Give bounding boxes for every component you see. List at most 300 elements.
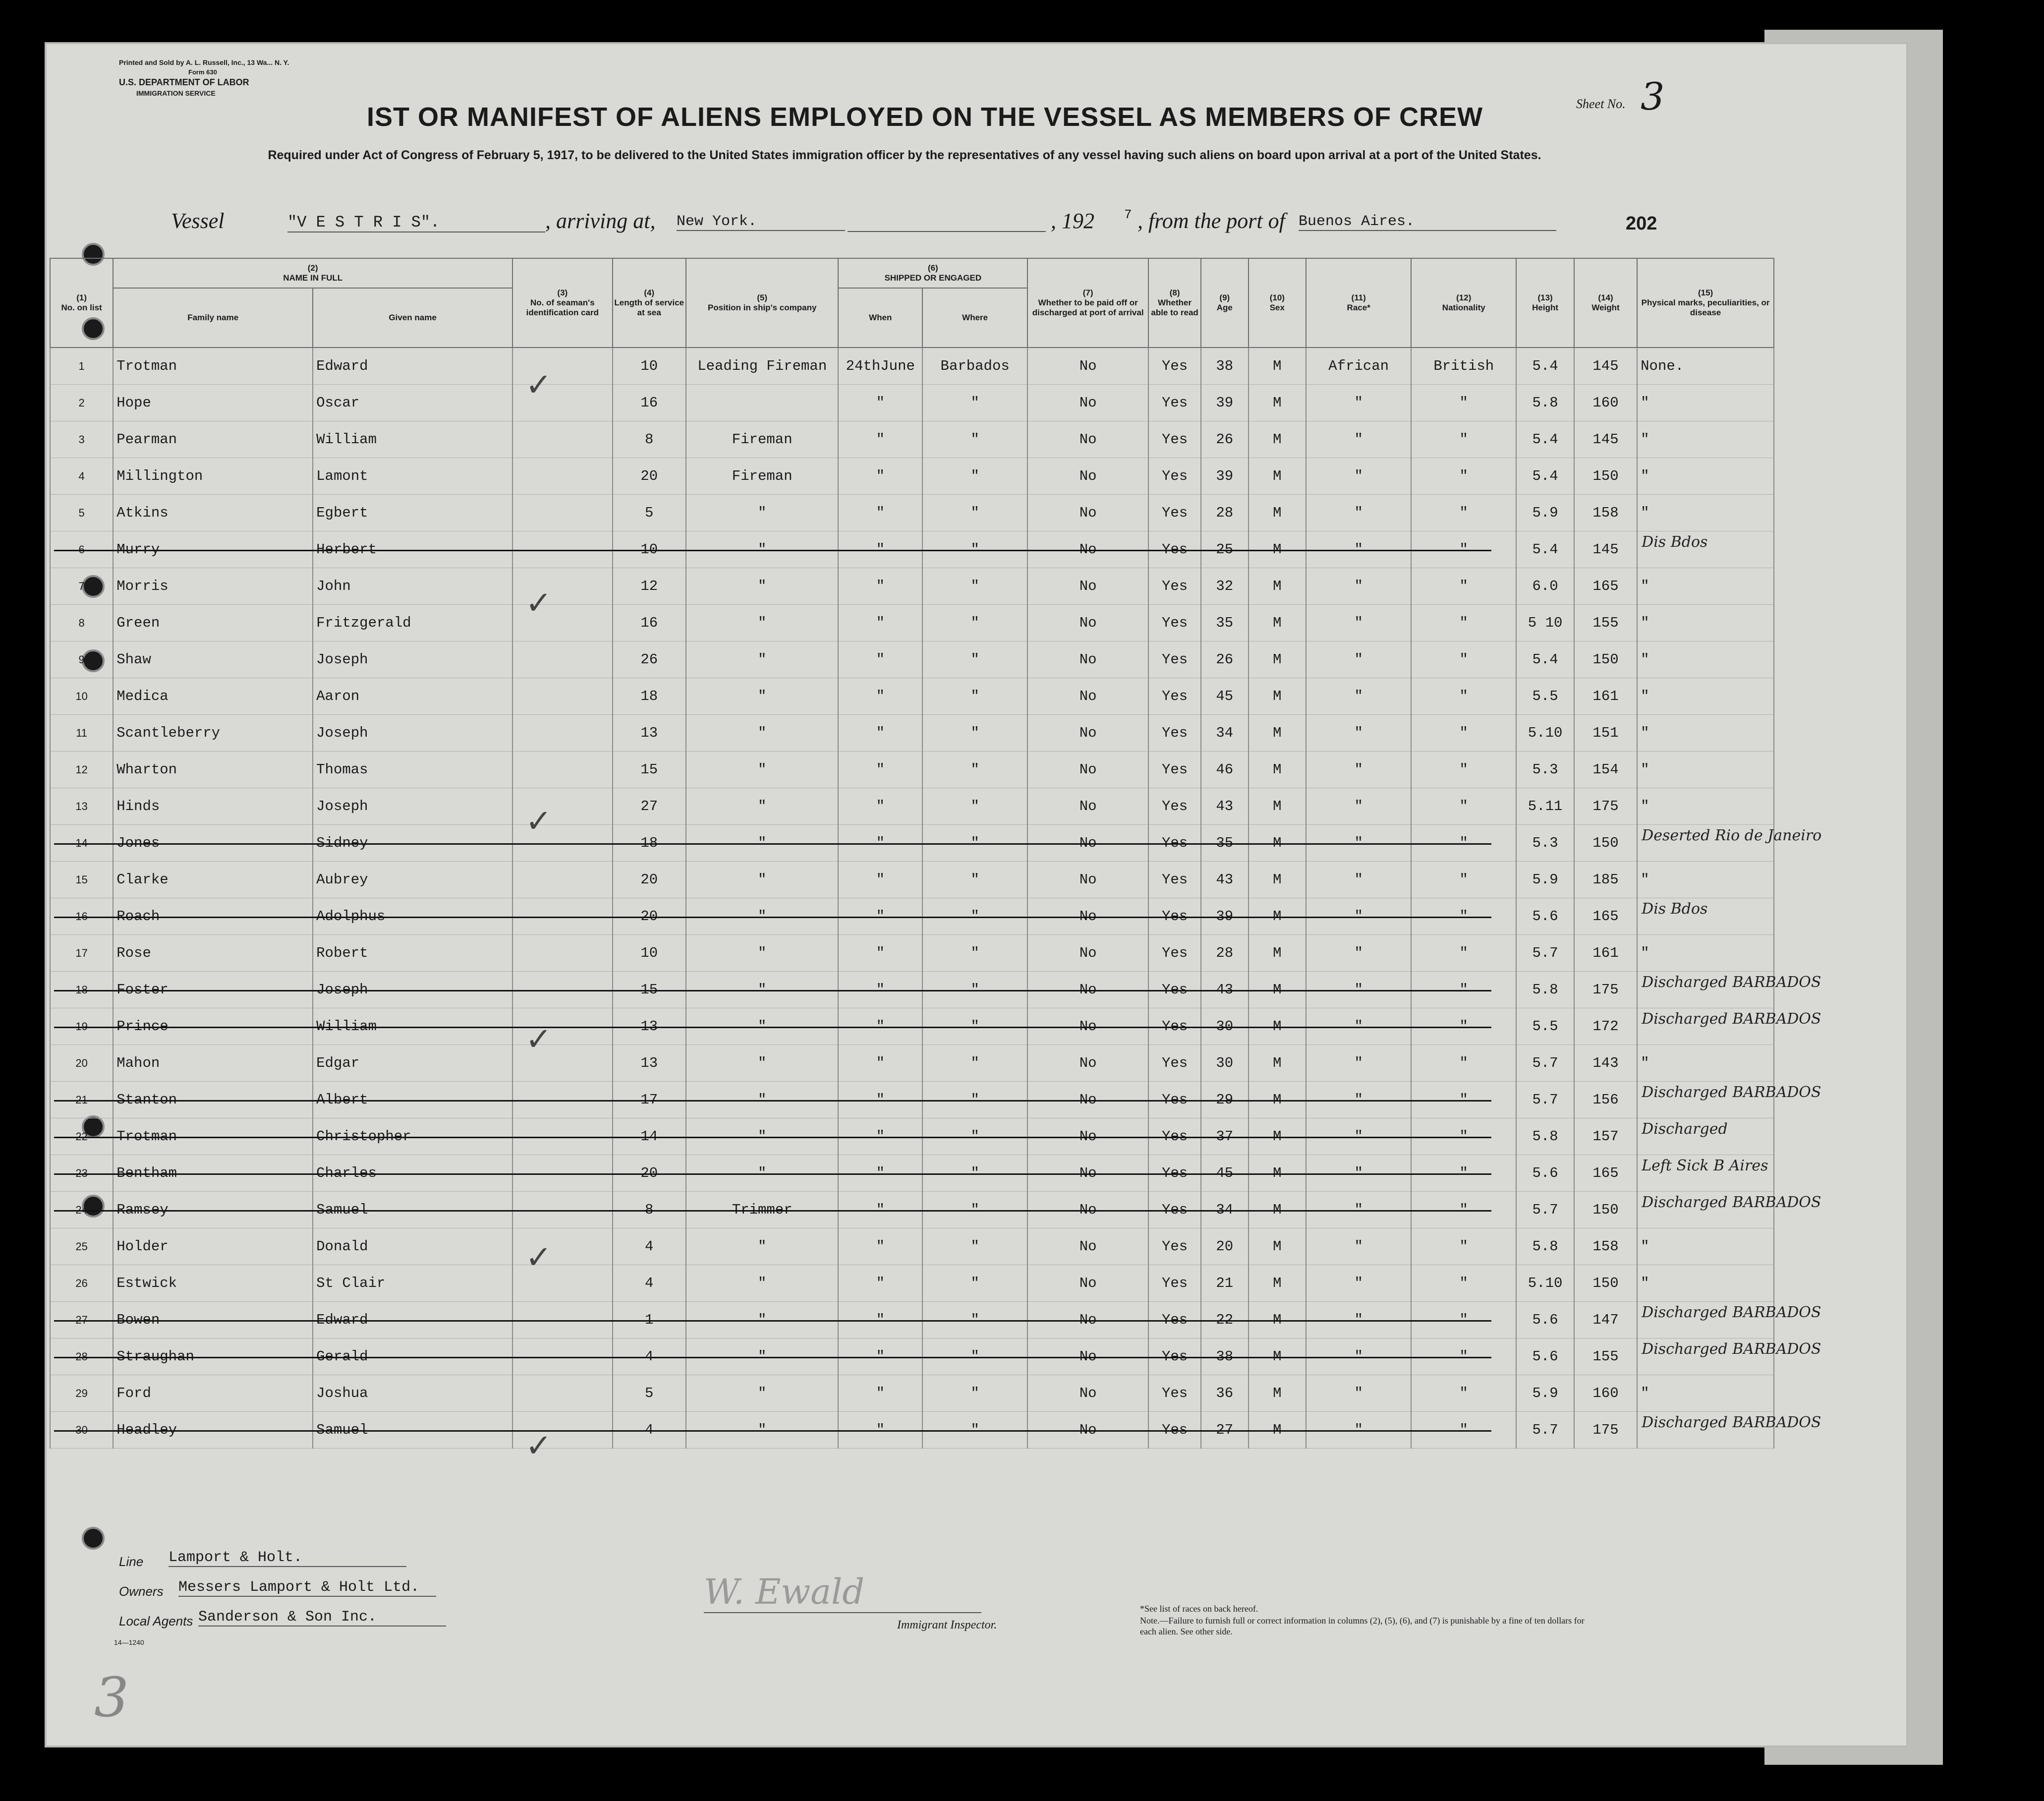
- sex-cell: M: [1249, 788, 1306, 825]
- given-name-cell: Joseph: [313, 788, 512, 825]
- able-to-read-cell: Yes: [1148, 678, 1201, 715]
- family-name-cell: Stanton: [113, 1082, 313, 1118]
- length-of-service-cell: 13: [613, 715, 686, 752]
- length-of-service-cell: 18: [613, 825, 686, 862]
- sex-cell: M: [1249, 1192, 1306, 1228]
- age-cell: 29: [1201, 1082, 1248, 1118]
- length-of-service-cell: 5: [613, 1375, 686, 1412]
- length-of-service-cell: 8: [613, 421, 686, 458]
- weight-cell: 150: [1574, 458, 1637, 495]
- able-to-read-cell: Yes: [1148, 1155, 1201, 1192]
- given-name-cell: Samuel: [313, 1412, 512, 1449]
- family-name-cell: Holder: [113, 1228, 313, 1265]
- race-cell: ": [1306, 1228, 1411, 1265]
- paid-off-cell: No: [1027, 1082, 1148, 1118]
- row-number-cell: 1: [50, 348, 113, 385]
- physical-marks-cell: [1637, 1338, 1821, 1375]
- nationality-cell: ": [1411, 1045, 1516, 1082]
- age-cell: 35: [1201, 605, 1248, 641]
- weight-cell: 175: [1574, 788, 1637, 825]
- handwritten-note: Left Sick B Aires: [1642, 1157, 1768, 1174]
- id-card-cell: [512, 1118, 612, 1155]
- position-cell: ": [686, 605, 839, 641]
- physical-marks-cell: ": [1637, 862, 1774, 898]
- form-number: Form 630: [188, 68, 217, 76]
- able-to-read-cell: Yes: [1148, 825, 1201, 862]
- family-name-cell: Clarke: [113, 862, 313, 898]
- nationality-cell: ": [1411, 788, 1516, 825]
- table-row: [50, 678, 1774, 715]
- physical-marks-cell: ": [1637, 641, 1774, 678]
- age-cell: 35: [1201, 825, 1248, 862]
- shipped-when-cell: ": [838, 788, 922, 825]
- family-name-cell: Trotman: [113, 1118, 313, 1155]
- able-to-read-cell: Yes: [1148, 1228, 1201, 1265]
- length-of-service-cell: 16: [613, 385, 686, 421]
- able-to-read-cell: Yes: [1148, 1302, 1201, 1338]
- table-row: [50, 1192, 1774, 1228]
- shipped-when-cell: ": [838, 678, 922, 715]
- id-card-cell: [512, 862, 612, 898]
- length-of-service-cell: 4: [613, 1412, 686, 1449]
- table-row: [50, 1375, 1774, 1412]
- weight-cell: 156: [1574, 1082, 1637, 1118]
- id-card-cell: [512, 972, 612, 1008]
- race-cell: ": [1306, 458, 1411, 495]
- age-cell: 30: [1201, 1045, 1248, 1082]
- nationality-cell: ": [1411, 715, 1516, 752]
- physical-marks-cell: [1637, 1155, 1774, 1192]
- age-cell: 38: [1201, 348, 1248, 385]
- id-card-cell: [512, 458, 612, 495]
- height-cell: 6.0: [1516, 568, 1574, 605]
- age-cell: 30: [1201, 1008, 1248, 1045]
- weight-cell: 145: [1574, 421, 1637, 458]
- col-header-sex: (10) Sex: [1249, 258, 1306, 348]
- shipped-where-cell: ": [922, 641, 1027, 678]
- sex-cell: M: [1249, 605, 1306, 641]
- shipped-when-cell: ": [838, 1082, 922, 1118]
- handwritten-note: Discharged BARBADOS: [1642, 1414, 1821, 1431]
- position-cell: ": [686, 752, 839, 788]
- given-name-cell: William: [313, 421, 512, 458]
- col-header-no: (1) No. on list: [50, 258, 113, 348]
- able-to-read-cell: Yes: [1148, 568, 1201, 605]
- length-of-service-cell: 4: [613, 1265, 686, 1302]
- weight-cell: 150: [1574, 1192, 1637, 1228]
- given-name-cell: Albert: [313, 1082, 512, 1118]
- checkmark-icon: ✓: [525, 1239, 552, 1276]
- family-name-cell: Morris: [113, 568, 313, 605]
- shipped-when-cell: ": [838, 385, 922, 421]
- paid-off-cell: No: [1027, 348, 1148, 385]
- agents-label: Local Agents: [119, 1614, 193, 1628]
- shipped-where-cell: ": [922, 788, 1027, 825]
- nationality-cell: ": [1411, 1228, 1516, 1265]
- table-row: [50, 972, 1774, 1008]
- family-name-cell: Straughan: [113, 1338, 313, 1375]
- nationality-cell: ": [1411, 1008, 1516, 1045]
- physical-marks-cell: [1637, 972, 1821, 1008]
- position-cell: Fireman: [686, 458, 839, 495]
- table-row: [50, 898, 1774, 935]
- position-cell: Fireman: [686, 421, 839, 458]
- height-cell: 5.4: [1516, 531, 1574, 568]
- able-to-read-cell: Yes: [1148, 348, 1201, 385]
- race-cell: ": [1306, 641, 1411, 678]
- nationality-cell: ": [1411, 531, 1516, 568]
- able-to-read-cell: Yes: [1148, 1045, 1201, 1082]
- paid-off-cell: No: [1027, 568, 1148, 605]
- col-header-service: (4) Length of service at sea: [613, 258, 686, 348]
- weight-cell: 165: [1574, 898, 1637, 935]
- row-number-cell: 5: [50, 495, 113, 531]
- shipped-when-cell: ": [838, 1192, 922, 1228]
- shipped-when-cell: ": [838, 1412, 922, 1449]
- able-to-read-cell: Yes: [1148, 752, 1201, 788]
- race-cell: ": [1306, 1045, 1411, 1082]
- shipped-when-cell: ": [838, 495, 922, 531]
- departure-port: Buenos Aires.: [1299, 213, 1556, 231]
- family-name-cell: Headley: [113, 1412, 313, 1449]
- sex-cell: M: [1249, 752, 1306, 788]
- shipped-when-cell: ": [838, 1338, 922, 1375]
- weight-cell: 150: [1574, 825, 1637, 862]
- col-header-weight: (14) Weight: [1574, 258, 1637, 348]
- length-of-service-cell: 20: [613, 898, 686, 935]
- shipped-when-cell: ": [838, 898, 922, 935]
- nationality-cell: ": [1411, 1192, 1516, 1228]
- row-number-cell: 10: [50, 678, 113, 715]
- length-of-service-cell: 27: [613, 788, 686, 825]
- given-name-cell: Edgar: [313, 1045, 512, 1082]
- able-to-read-cell: Yes: [1148, 385, 1201, 421]
- family-name-cell: Hope: [113, 385, 313, 421]
- paid-off-cell: No: [1027, 1228, 1148, 1265]
- position-cell: ": [686, 1338, 839, 1375]
- paid-off-cell: No: [1027, 1045, 1148, 1082]
- age-cell: 32: [1201, 568, 1248, 605]
- row-number-cell: 30: [50, 1412, 113, 1449]
- shipped-when-cell: ": [838, 972, 922, 1008]
- given-name-cell: John: [313, 568, 512, 605]
- sex-cell: M: [1249, 972, 1306, 1008]
- row-number-cell: 28: [50, 1338, 113, 1375]
- weight-cell: 155: [1574, 605, 1637, 641]
- col-header-position: (5) Position in ship's company: [686, 258, 839, 348]
- race-cell: African: [1306, 348, 1411, 385]
- table-row: [50, 495, 1774, 531]
- handwritten-note: Deserted Rio de Janeiro: [1642, 827, 1822, 844]
- table-row: [50, 568, 1774, 605]
- nationality-cell: British: [1411, 348, 1516, 385]
- physical-marks-cell: None.: [1637, 348, 1774, 385]
- race-cell: ": [1306, 1155, 1411, 1192]
- height-cell: 5.3: [1516, 825, 1574, 862]
- position-cell: ": [686, 935, 839, 972]
- given-name-cell: Joshua: [313, 1375, 512, 1412]
- handwritten-note: Dis Bdos: [1642, 533, 1708, 551]
- able-to-read-cell: Yes: [1148, 1338, 1201, 1375]
- nationality-cell: ": [1411, 385, 1516, 421]
- handwritten-note: Discharged BARBADOS: [1642, 974, 1821, 991]
- agents-value: Sanderson & Son Inc.: [198, 1609, 446, 1627]
- shipped-where-cell: ": [922, 1045, 1027, 1082]
- age-cell: 20: [1201, 1228, 1248, 1265]
- height-cell: 5.9: [1516, 495, 1574, 531]
- sex-cell: M: [1249, 825, 1306, 862]
- race-cell: ": [1306, 1412, 1411, 1449]
- family-name-cell: Bowen: [113, 1302, 313, 1338]
- height-cell: 5.8: [1516, 1118, 1574, 1155]
- able-to-read-cell: Yes: [1148, 972, 1201, 1008]
- id-card-cell: [512, 678, 612, 715]
- shipped-when-cell: ": [838, 458, 922, 495]
- family-name-cell: Prince: [113, 1008, 313, 1045]
- weight-cell: 160: [1574, 1375, 1637, 1412]
- weight-cell: 158: [1574, 1228, 1637, 1265]
- position-cell: ": [686, 1412, 839, 1449]
- shipped-where-cell: ": [922, 678, 1027, 715]
- able-to-read-cell: Yes: [1148, 1192, 1201, 1228]
- shipped-where-cell: ": [922, 1265, 1027, 1302]
- able-to-read-cell: Yes: [1148, 641, 1201, 678]
- id-card-cell: [512, 495, 612, 531]
- col-header-id-card: (3) No. of seaman's identification card: [512, 258, 612, 348]
- race-cell: ": [1306, 531, 1411, 568]
- position-cell: ": [686, 788, 839, 825]
- paid-off-cell: No: [1027, 1008, 1148, 1045]
- table-row: [50, 605, 1774, 641]
- nationality-cell: ": [1411, 1375, 1516, 1412]
- shipped-where-cell: ": [922, 495, 1027, 531]
- row-number-cell: 7: [50, 568, 113, 605]
- position-cell: ": [686, 1228, 839, 1265]
- position-cell: ": [686, 715, 839, 752]
- penalty-note: Note.—Failure to furnish full or correct information in columns (2), (5), (6), and (7) is punishable by a fine of ten dollars for each alien. See other side.: [1140, 1616, 1585, 1636]
- length-of-service-cell: 12: [613, 568, 686, 605]
- row-number-cell: 11: [50, 715, 113, 752]
- shipped-when-cell: ": [838, 1375, 922, 1412]
- col-header-nationality: (12) Nationality: [1411, 258, 1516, 348]
- sex-cell: M: [1249, 862, 1306, 898]
- page-number: 202: [1626, 213, 1657, 234]
- checkmark-icon: ✓: [525, 585, 552, 622]
- table-row: [50, 1045, 1774, 1082]
- table-row: [50, 1412, 1774, 1449]
- family-name-cell: Jones: [113, 825, 313, 862]
- row-number-cell: 8: [50, 605, 113, 641]
- paid-off-cell: No: [1027, 1192, 1148, 1228]
- physical-marks-cell: ": [1637, 1375, 1774, 1412]
- form-code: 14—1240: [114, 1638, 144, 1646]
- table-row: [50, 458, 1774, 495]
- given-name-cell: Donald: [313, 1228, 512, 1265]
- paid-off-cell: No: [1027, 1265, 1148, 1302]
- table-row: [50, 1338, 1774, 1375]
- nationality-cell: ": [1411, 862, 1516, 898]
- age-cell: 43: [1201, 788, 1248, 825]
- shipped-where-cell: ": [922, 1228, 1027, 1265]
- physical-marks-cell: ": [1637, 678, 1774, 715]
- col-header-height: (13) Height: [1516, 258, 1574, 348]
- paid-off-cell: No: [1027, 752, 1148, 788]
- race-cell: ": [1306, 1302, 1411, 1338]
- table-row: [50, 348, 1774, 385]
- length-of-service-cell: 10: [613, 935, 686, 972]
- weight-cell: 172: [1574, 1008, 1637, 1045]
- length-of-service-cell: 13: [613, 1045, 686, 1082]
- shipped-when-cell: ": [838, 1228, 922, 1265]
- shipped-when-cell: ": [838, 568, 922, 605]
- row-number-cell: 25: [50, 1228, 113, 1265]
- paid-off-cell: No: [1027, 641, 1148, 678]
- paid-off-cell: No: [1027, 678, 1148, 715]
- row-number-cell: 2: [50, 385, 113, 421]
- sex-cell: M: [1249, 1155, 1306, 1192]
- row-number-cell: 22: [50, 1118, 113, 1155]
- length-of-service-cell: 20: [613, 458, 686, 495]
- weight-cell: 157: [1574, 1118, 1637, 1155]
- family-name-cell: Rose: [113, 935, 313, 972]
- given-name-cell: Lamont: [313, 458, 512, 495]
- position-cell: [686, 385, 839, 421]
- weight-cell: 154: [1574, 752, 1637, 788]
- race-cell: ": [1306, 1192, 1411, 1228]
- length-of-service-cell: 13: [613, 1008, 686, 1045]
- height-cell: 5.8: [1516, 385, 1574, 421]
- nationality-cell: ": [1411, 1412, 1516, 1449]
- nationality-cell: ": [1411, 568, 1516, 605]
- able-to-read-cell: Yes: [1148, 1008, 1201, 1045]
- position-cell: ": [686, 825, 839, 862]
- able-to-read-cell: Yes: [1148, 458, 1201, 495]
- handwritten-note: Discharged BARBADOS: [1642, 1340, 1821, 1358]
- age-cell: 37: [1201, 1118, 1248, 1155]
- length-of-service-cell: 20: [613, 862, 686, 898]
- physical-marks-cell: [1637, 1192, 1821, 1228]
- shipped-where-cell: ": [922, 862, 1027, 898]
- shipped-when-cell: ": [838, 1008, 922, 1045]
- handwritten-note: Discharged BARBADOS: [1642, 1304, 1821, 1321]
- physical-marks-cell: [1637, 531, 1774, 568]
- height-cell: 5.7: [1516, 1045, 1574, 1082]
- physical-marks-cell: [1637, 1412, 1821, 1449]
- position-cell: ": [686, 1265, 839, 1302]
- age-cell: 26: [1201, 641, 1248, 678]
- given-name-cell: Edward: [313, 348, 512, 385]
- race-cell: ": [1306, 788, 1411, 825]
- id-card-cell: [512, 715, 612, 752]
- weight-cell: 185: [1574, 862, 1637, 898]
- id-card-cell: [512, 1302, 612, 1338]
- race-cell: ": [1306, 935, 1411, 972]
- height-cell: 5.7: [1516, 935, 1574, 972]
- row-number-cell: 6: [50, 531, 113, 568]
- shipped-when-cell: ": [838, 825, 922, 862]
- handwritten-note: Discharged BARBADOS: [1642, 1194, 1821, 1211]
- nationality-cell: ": [1411, 421, 1516, 458]
- id-card-cell: [512, 1338, 612, 1375]
- given-name-cell: Joseph: [313, 972, 512, 1008]
- shipped-where-cell: Barbados: [922, 348, 1027, 385]
- given-name-cell: Oscar: [313, 385, 512, 421]
- position-cell: ": [686, 1045, 839, 1082]
- paid-off-cell: No: [1027, 1338, 1148, 1375]
- nationality-cell: ": [1411, 1155, 1516, 1192]
- height-cell: 5.3: [1516, 752, 1574, 788]
- sex-cell: M: [1249, 568, 1306, 605]
- col-header-paid-off: (7) Whether to be paid off or discharged at port of arrival: [1027, 258, 1148, 348]
- shipped-where-cell: ": [922, 898, 1027, 935]
- able-to-read-cell: Yes: [1148, 1375, 1201, 1412]
- height-cell: 5.4: [1516, 348, 1574, 385]
- height-cell: 5.8: [1516, 1228, 1574, 1265]
- nationality-cell: ": [1411, 641, 1516, 678]
- paid-off-cell: No: [1027, 385, 1148, 421]
- physical-marks-cell: [1637, 1008, 1821, 1045]
- height-cell: 5.6: [1516, 898, 1574, 935]
- paid-off-cell: No: [1027, 1412, 1148, 1449]
- row-number-cell: 20: [50, 1045, 113, 1082]
- given-name-cell: Joseph: [313, 715, 512, 752]
- shipped-where-cell: ": [922, 1082, 1027, 1118]
- position-cell: ": [686, 1082, 839, 1118]
- position-cell: ": [686, 1155, 839, 1192]
- row-number-cell: 23: [50, 1155, 113, 1192]
- table-row: [50, 715, 1774, 752]
- table-row: [50, 1082, 1774, 1118]
- row-number-cell: 18: [50, 972, 113, 1008]
- family-name-cell: Bentham: [113, 1155, 313, 1192]
- shipped-when-cell: ": [838, 605, 922, 641]
- shipped-where-cell: ": [922, 935, 1027, 972]
- shipped-when-cell: ": [838, 421, 922, 458]
- sex-cell: M: [1249, 641, 1306, 678]
- able-to-read-cell: Yes: [1148, 935, 1201, 972]
- table-row: [50, 1228, 1774, 1265]
- sex-cell: M: [1249, 1118, 1306, 1155]
- position-cell: ": [686, 1302, 839, 1338]
- sex-cell: M: [1249, 1045, 1306, 1082]
- physical-marks-cell: ": [1637, 605, 1774, 641]
- height-cell: 5.5: [1516, 678, 1574, 715]
- height-cell: 5.4: [1516, 641, 1574, 678]
- family-name-cell: Green: [113, 605, 313, 641]
- table-row: [50, 1302, 1774, 1338]
- shipped-when-cell: ": [838, 531, 922, 568]
- form-subtitle: Required under Act of Congress of February 5, 1917, to be delivered to the United States immigration officer by the representatives of any vessel having such aliens on board upon arrival at a port of the United States.: [268, 148, 1541, 162]
- height-cell: 5.6: [1516, 1338, 1574, 1375]
- id-card-cell: [512, 531, 612, 568]
- sex-cell: M: [1249, 1228, 1306, 1265]
- page-title: IST OR MANIFEST OF ALIENS EMPLOYED ON THE VESSEL AS MEMBERS OF CREW: [367, 102, 1483, 132]
- family-name-cell: Wharton: [113, 752, 313, 788]
- given-name-cell: Samuel: [313, 1192, 512, 1228]
- weight-cell: 143: [1574, 1045, 1637, 1082]
- physical-marks-cell: ": [1637, 458, 1774, 495]
- row-number-cell: 16: [50, 898, 113, 935]
- physical-marks-cell: ": [1637, 568, 1774, 605]
- position-cell: Trimmer: [686, 1192, 839, 1228]
- owners-value: Messers Lamport & Holt Ltd.: [178, 1579, 436, 1597]
- sex-cell: M: [1249, 898, 1306, 935]
- sex-cell: M: [1249, 1338, 1306, 1375]
- row-number-cell: 14: [50, 825, 113, 862]
- race-cell: ": [1306, 1008, 1411, 1045]
- given-name-cell: Gerald: [313, 1338, 512, 1375]
- shipped-where-cell: ": [922, 385, 1027, 421]
